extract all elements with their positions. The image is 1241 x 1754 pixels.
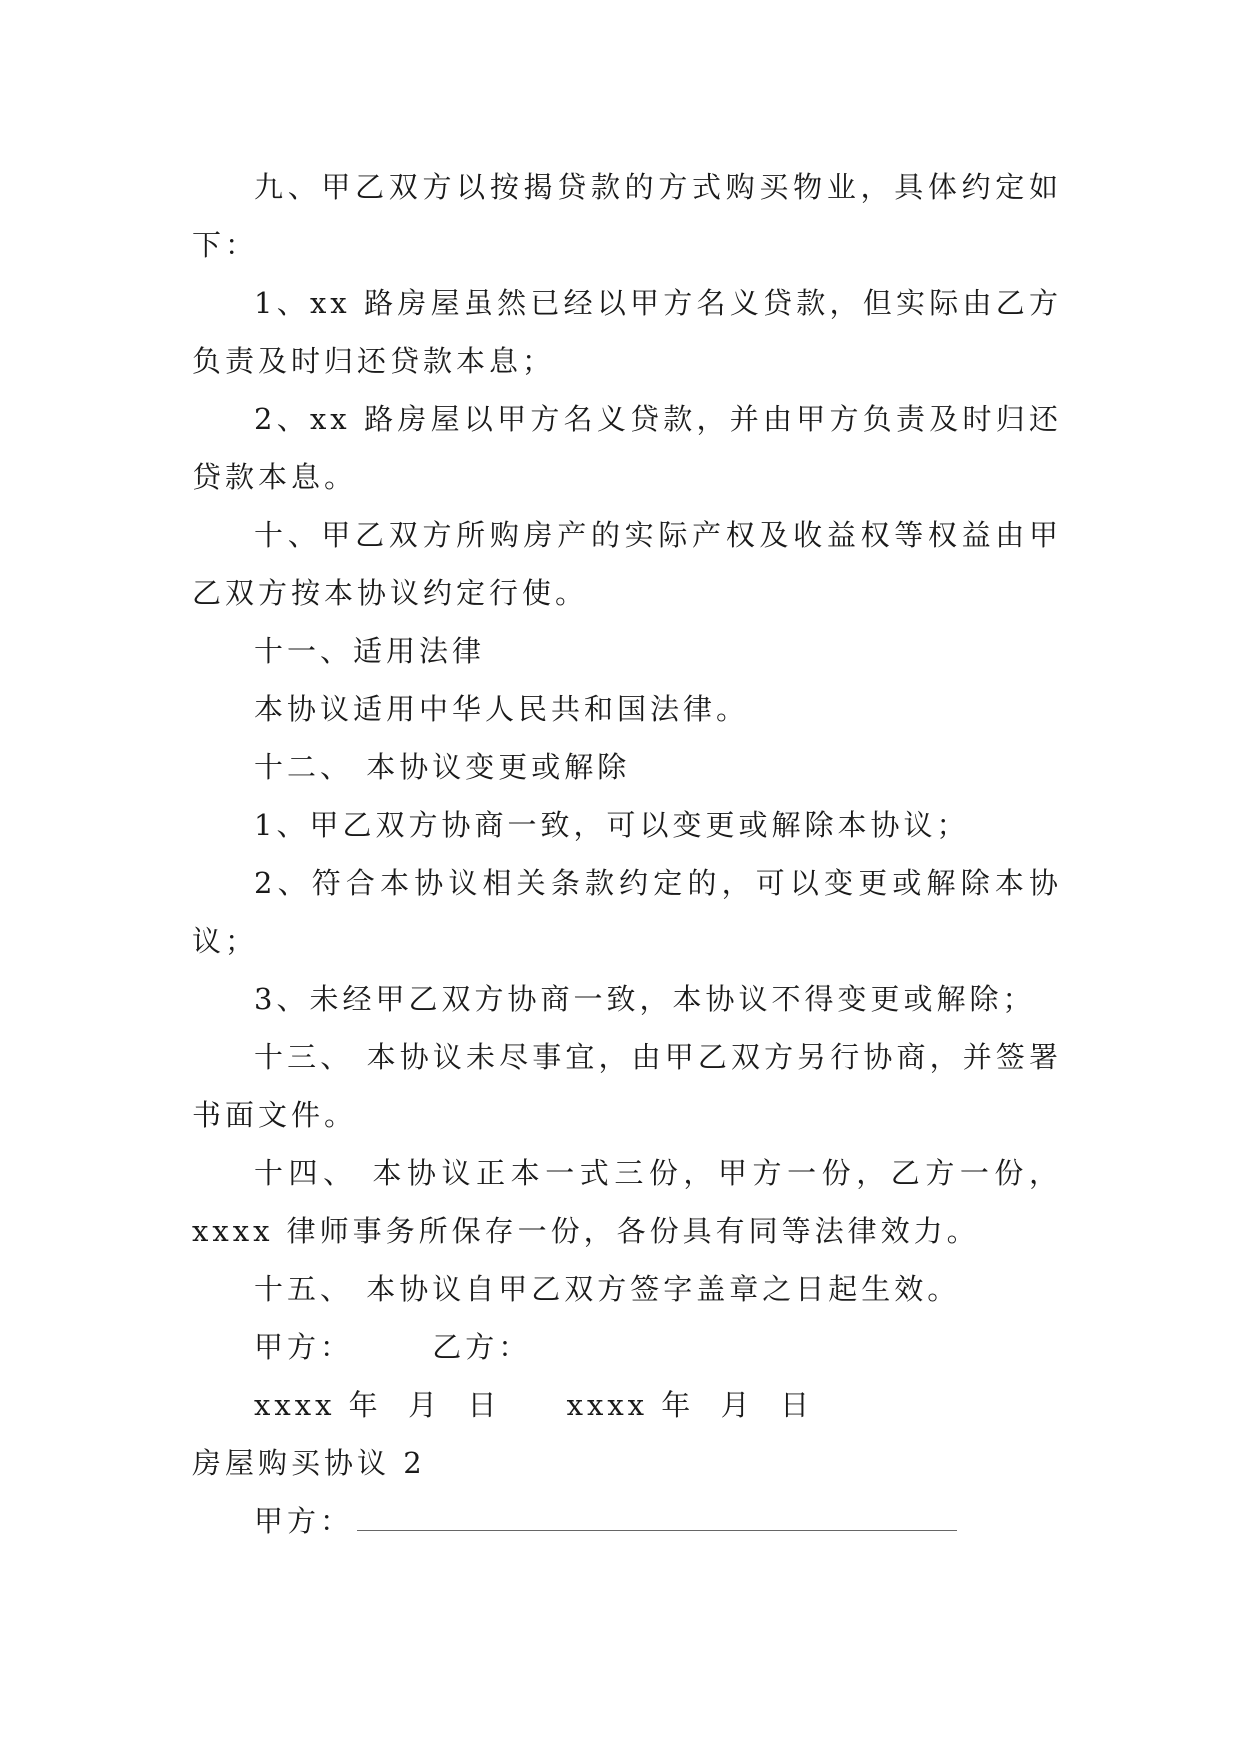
- signature-parties: 甲方： 乙方：: [254, 1330, 532, 1364]
- clause-9: 九、甲乙双方以按揭贷款的方式购买物业，具体约定如下：: [192, 170, 1062, 262]
- clause-11-heading: 十一、适用法律: [254, 634, 486, 668]
- party-a-label: 甲方：: [254, 1504, 354, 1538]
- clause-12-heading: 十二、 本协议变更或解除: [254, 750, 631, 784]
- clause-13: 十三、 本协议未尽事宜，由甲乙双方另行协商，并签署书面文件。: [192, 1040, 1062, 1132]
- signature-dates: xxxx 年 月 日 xxxx 年 月 日: [254, 1388, 814, 1422]
- party-a-blank-line: [357, 1510, 957, 1531]
- clause-9-item-2: 2、xx 路房屋以甲方名义贷款，并由甲方负责及时归还贷款本息。: [192, 402, 1062, 494]
- clause-12-item-2: 2、符合本协议相关条款约定的，可以变更或解除本协议；: [192, 866, 1062, 958]
- clause-12-item-1: 1、甲乙双方协商一致，可以变更或解除本协议；: [254, 808, 970, 842]
- clause-10: 十、甲乙双方所购房产的实际产权及收益权等权益由甲乙双方按本协议约定行使。: [192, 518, 1062, 610]
- clause-9-item-1: 1、xx 路房屋虽然已经以甲方名义贷款，但实际由乙方负责及时归还贷款本息；: [192, 286, 1062, 378]
- clause-12-item-3: 3、未经甲乙双方协商一致，本协议不得变更或解除；: [254, 982, 1036, 1016]
- party-a-line: [192, 1492, 1062, 1550]
- agreement-2-title: 房屋购买协议 2: [192, 1446, 426, 1480]
- clause-14: 十四、 本协议正本一式三份，甲方一份，乙方一份，xxxx 律师事务所保存一份，各份具有同等法律效力。: [192, 1156, 1062, 1248]
- clause-15: 十五、 本协议自甲乙双方签字盖章之日起生效。: [254, 1272, 961, 1306]
- clause-11-text: 本协议适用中华人民共和国法律。: [254, 692, 750, 726]
- document-body: [192, 158, 1062, 1550]
